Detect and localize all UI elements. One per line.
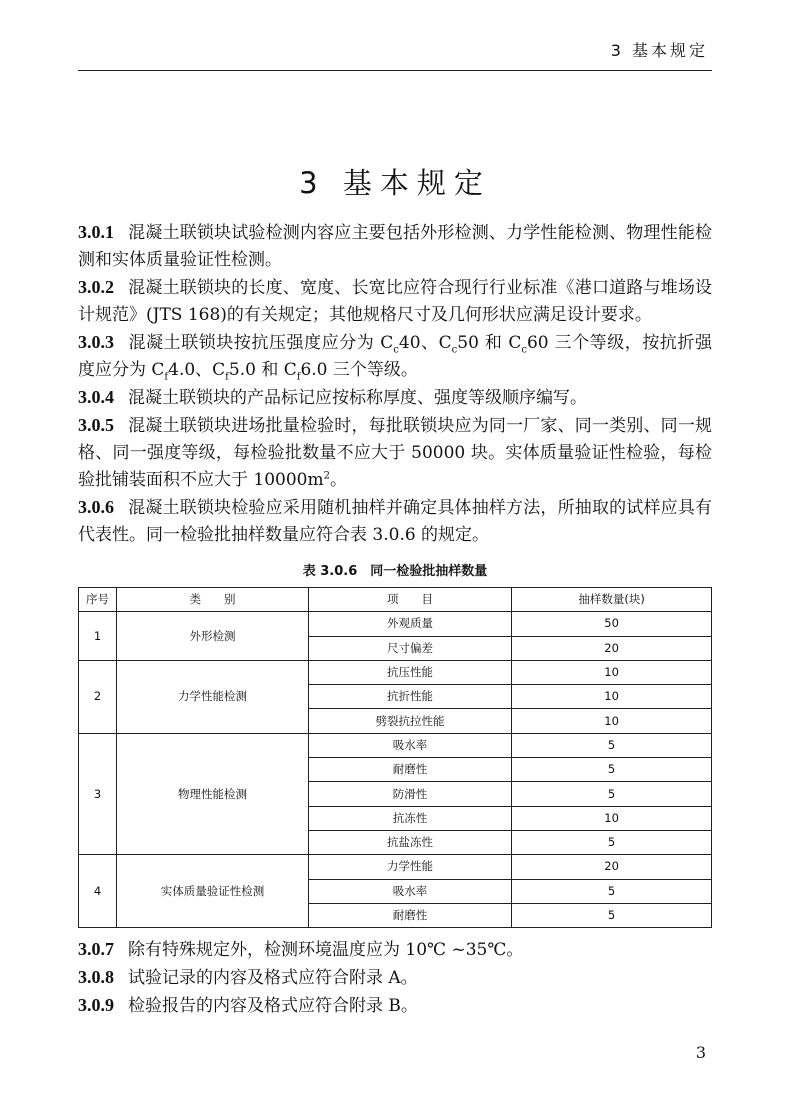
- clause-number: 3.0.1: [78, 222, 114, 242]
- item-cell: 抗冻性: [308, 806, 511, 830]
- clause-3-0-2: [78, 274, 712, 329]
- quantity-cell: 10: [512, 709, 712, 733]
- quantity-cell: 10: [512, 685, 712, 709]
- clause-text: 混凝土联锁块的长度、宽度、长宽比应符合现行行业标准《港口道路与堆场设计规范》(JTS 168)的有关规定；其他规格尺寸及几何形状应满足设计要求。: [78, 278, 712, 325]
- quantity-cell: 20: [512, 855, 712, 879]
- quantity-cell: 5: [512, 733, 712, 757]
- item-cell: 抗折性能: [308, 685, 511, 709]
- quantity-cell: 5: [512, 758, 712, 782]
- chapter-title: 3 基本规定: [299, 166, 491, 200]
- row-number: 4: [79, 855, 117, 928]
- category-cell: 外形检测: [117, 612, 309, 661]
- clause-text: 混凝土联锁块的产品标记应按标称厚度、强度等级顺序编写。: [128, 388, 587, 408]
- header-rule: [78, 70, 712, 71]
- clause-text: 试验记录的内容及格式应符合附录 A。: [128, 968, 418, 989]
- clause-3-0-6: [78, 494, 712, 549]
- subscript: c: [521, 344, 527, 356]
- clause-text: 4.0、C: [168, 360, 226, 380]
- clause-text: 5.0 和 C: [228, 360, 297, 380]
- clause-text: 6.0 三个等级。: [300, 360, 418, 380]
- subscript: f: [296, 371, 301, 383]
- clause-text: 混凝土联锁块进场批量检验时，每批联锁块应为同一厂家、同一类别、同一规格、同一强度等级，每检验批数量不应大于 50000 块。实体质量验证性检验，每检验批铺装面积不应大于 10000m: [78, 416, 712, 490]
- column-header: 序号: [79, 588, 117, 612]
- clause-3-0-9: [78, 992, 712, 1020]
- clauses-before-table: [78, 219, 712, 549]
- item-cell: 抗盐冻性: [308, 830, 511, 854]
- clause-3-0-7: [78, 936, 712, 964]
- column-header: 类 别: [117, 588, 309, 612]
- clause-text: 40、C: [398, 333, 452, 353]
- clause-number: 3.0.2: [78, 277, 114, 297]
- category-cell: 力学性能检测: [117, 660, 309, 733]
- clause-3-0-8: [78, 964, 712, 992]
- quantity-cell: 5: [512, 903, 712, 927]
- running-head: 3 基本规定: [610, 41, 708, 60]
- category-cell: 物理性能检测: [117, 733, 309, 854]
- table-row: [79, 660, 712, 684]
- table-caption: 表 3.0.6 同一检验批抽样数量: [302, 564, 488, 579]
- category-cell: 实体质量验证性检测: [117, 855, 309, 928]
- sampling-table: [78, 587, 712, 928]
- item-cell: 耐磨性: [308, 758, 511, 782]
- clause-text: 。: [329, 470, 347, 490]
- clause-3-0-1: [78, 219, 712, 274]
- quantity-cell: 50: [512, 612, 712, 636]
- clause-3-0-5: [78, 412, 712, 494]
- subscript: f: [225, 371, 229, 383]
- clause-text: 50 和 C: [457, 333, 522, 353]
- subscript: c: [451, 344, 458, 356]
- clause-number: 3.0.4: [78, 387, 114, 407]
- clause-text: 混凝土联锁块检验应采用随机抽样并确定具体抽样方法，所抽取的试样应具有代表性。同一检验批抽样数量应符合表 3.0.6 的规定。: [78, 498, 712, 545]
- clause-number: 3.0.7: [78, 939, 114, 960]
- item-cell: 尺寸偏差: [308, 636, 511, 660]
- clause-text: 混凝土联锁块试验检测内容应主要包括外形检测、力学性能检测、物理性能检测和实体质量验证性检测。: [78, 223, 712, 270]
- clause-3-0-3: [78, 329, 712, 384]
- item-cell: 防滑性: [308, 782, 511, 806]
- item-cell: 耐磨性: [308, 903, 511, 927]
- supscript: 2: [323, 470, 330, 482]
- item-cell: 劈裂抗拉性能: [308, 709, 511, 733]
- subscript: f: [164, 371, 169, 383]
- table-row: [79, 612, 712, 636]
- quantity-cell: 5: [512, 830, 712, 854]
- column-header: 项 目: [308, 588, 511, 612]
- clause-text: 检验报告的内容及格式应符合附录 B。: [128, 996, 418, 1017]
- item-cell: 力学性能: [308, 855, 511, 879]
- item-cell: 吸水率: [308, 879, 511, 903]
- column-header: 抽样数量(块): [512, 588, 712, 612]
- table-row: [79, 733, 712, 757]
- quantity-cell: 20: [512, 636, 712, 660]
- clause-text: 混凝土联锁块按抗压强度应分为 C: [128, 333, 394, 353]
- clause-number: 3.0.6: [78, 497, 114, 517]
- row-number: 2: [79, 660, 117, 733]
- clause-number: 3.0.8: [78, 967, 114, 988]
- quantity-cell: 10: [512, 660, 712, 684]
- quantity-cell: 10: [512, 806, 712, 830]
- row-number: 1: [79, 612, 117, 661]
- clause-text: 除有特殊规定外，检测环境温度应为 10℃ ~35℃。: [128, 940, 524, 961]
- table-header-row: [79, 588, 712, 612]
- quantity-cell: 5: [512, 782, 712, 806]
- clause-number: 3.0.3: [78, 332, 114, 352]
- quantity-cell: 5: [512, 879, 712, 903]
- page-number: 3: [695, 1043, 706, 1063]
- clauses-after-table: [78, 936, 712, 1020]
- clause-number: 3.0.5: [78, 415, 114, 435]
- row-number: 3: [79, 733, 117, 854]
- item-cell: 吸水率: [308, 733, 511, 757]
- item-cell: 外观质量: [308, 612, 511, 636]
- item-cell: 抗压性能: [308, 660, 511, 684]
- table-row: [79, 855, 712, 879]
- clause-number: 3.0.9: [78, 995, 114, 1016]
- subscript: c: [393, 344, 399, 356]
- clause-text: 60 三个等级，按抗折强度应分为 C: [78, 333, 712, 380]
- clause-3-0-4: [78, 384, 712, 412]
